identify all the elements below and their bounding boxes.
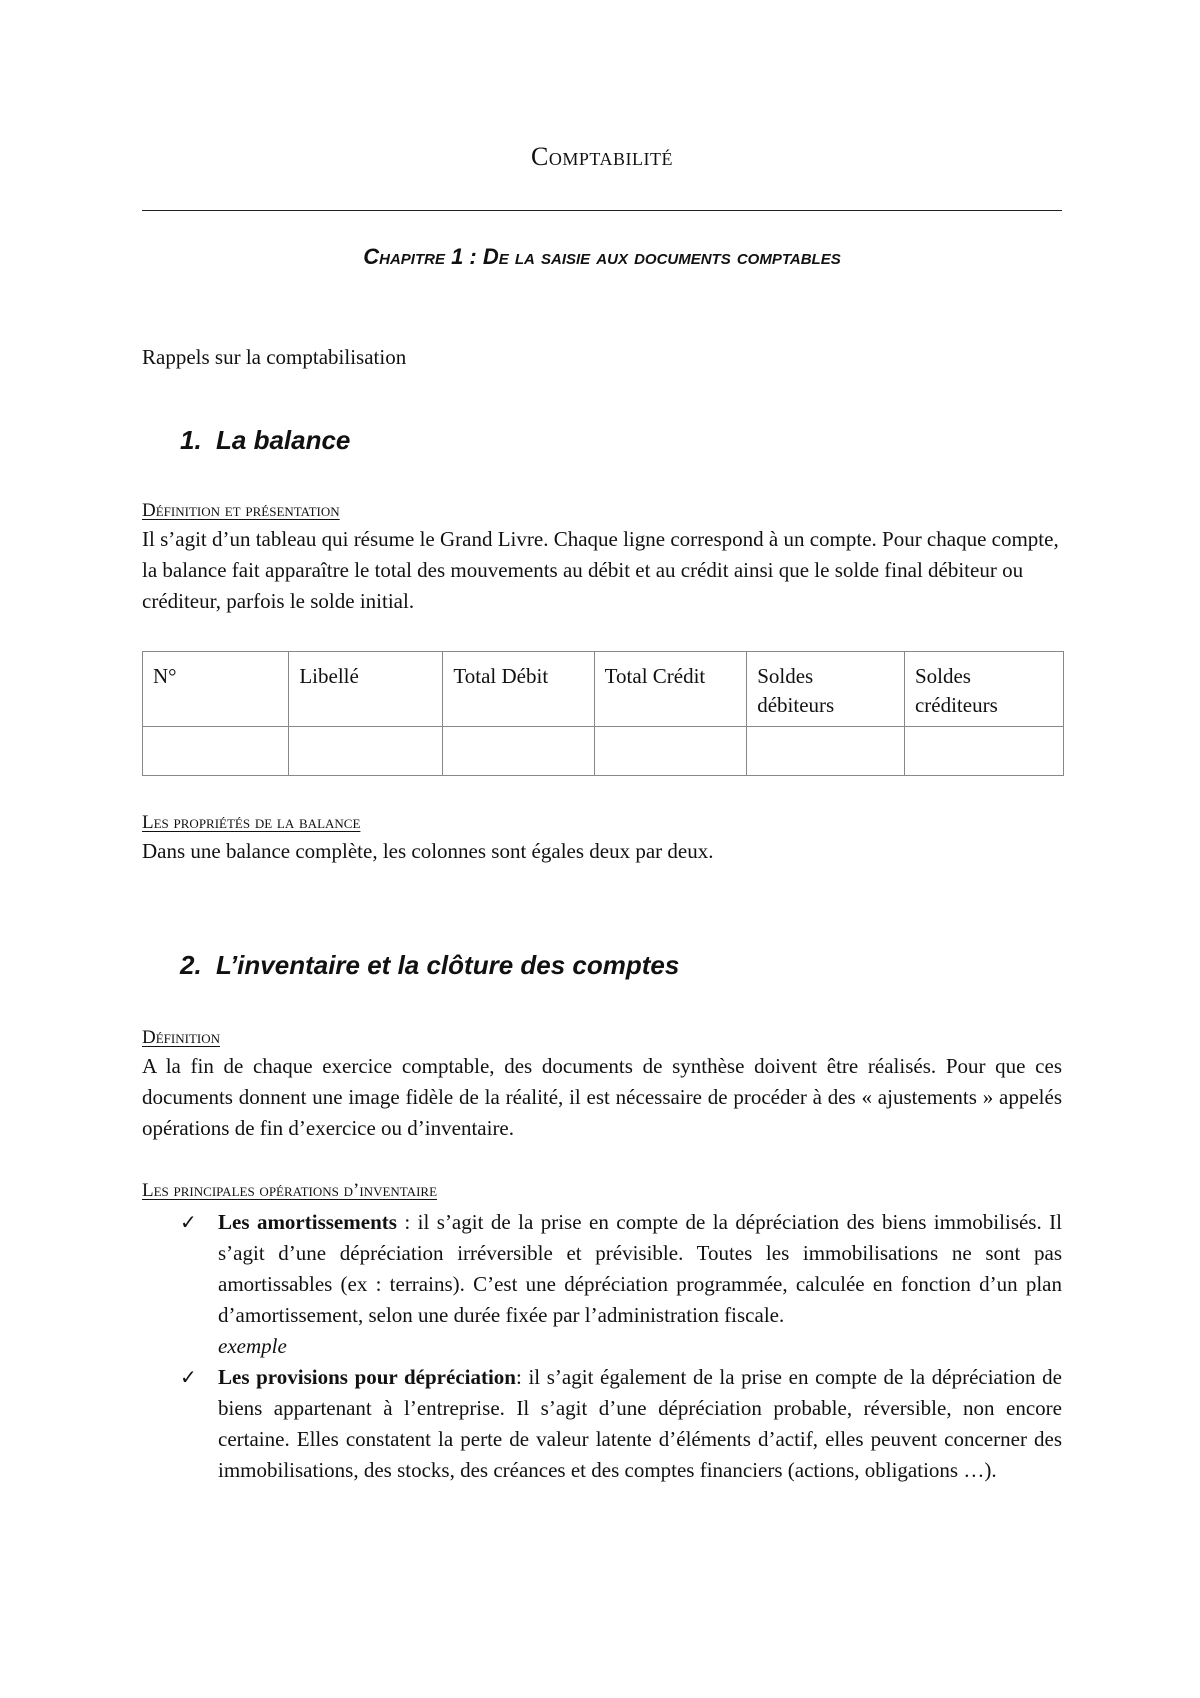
section-2-operations-heading: Les principales opérations d’inventaire	[142, 1180, 438, 1201]
header-total-credit: Total Crédit	[594, 652, 747, 727]
header-soldes-crediteurs: Soldes créditeurs	[904, 652, 1063, 727]
section-1-heading	[180, 425, 350, 456]
header-soldes-debiteurs: Soldes débiteurs	[747, 652, 905, 727]
section-2-heading	[180, 950, 679, 981]
check-icon: ✓	[180, 1210, 197, 1234]
balance-table-header-row	[143, 652, 1064, 727]
table-cell	[443, 727, 594, 776]
section-1-properties-heading: Les propriétés de la balance	[142, 812, 361, 833]
operation-separator: :	[396, 1210, 418, 1234]
table-cell	[594, 727, 747, 776]
chapter-title: Chapitre 1 : De la saisie aux documents comptables	[363, 244, 841, 269]
table-cell	[143, 727, 289, 776]
operation-text: il s’agit de la prise en compte de la dépréciation des biens immobilisés. Il s’agit d’une dépréciation irréversible et prévisible. Toutes les immobilisations ne sont pas amortissables (ex : terrains). C’est une dépréciation programmée, calculée en fonction d’un plan d’amortissement, selon une durée fixée par l’administration fiscale.	[218, 1210, 1062, 1327]
balance-table	[142, 651, 1064, 776]
operation-example: exemple	[218, 1334, 287, 1358]
operation-term: Les amortissements	[218, 1210, 397, 1234]
header-libelle: Libellé	[289, 652, 443, 727]
table-cell	[289, 727, 443, 776]
section-2-title: L’inventaire et la clôture des comptes	[216, 950, 680, 980]
section-1-properties-text: Dans une balance complète, les colonnes sont égales deux par deux.	[142, 839, 714, 863]
table-cell	[747, 727, 905, 776]
document-title: Comptabilité	[531, 142, 673, 171]
section-1-definition-heading: Définition et présentation	[142, 500, 340, 521]
operations-list	[180, 1207, 1062, 1486]
operation-text: il s’agit également de la prise en compte de la dépréciation de biens appartenant à l’entreprise. Il s’agit d’une dépréciation probable, réversible, non encore certaine. Elles constatent la perte de valeur latente d’éléments d’actif, elles peuvent concerner des immobilisations, des stocks, des créances et des comptes financiers (actions, obligations …).	[218, 1365, 1062, 1482]
operation-term: Les provisions pour dépréciation	[218, 1365, 516, 1389]
operation-separator: :	[515, 1365, 529, 1389]
section-2-definition-text: A la fin de chaque exercice comptable, des documents de synthèse doivent être réalisés. Pour que ces documents donnent une image fidèle de la réalité, il est nécessaire de procéder à des « ajustements » appelés opérations de fin d’exercice ou d’inventaire.	[142, 1054, 1062, 1140]
header-numero: N°	[143, 652, 289, 727]
title-divider	[142, 210, 1062, 211]
section-1-title: La balance	[216, 425, 351, 455]
section-1-number: 1.	[180, 425, 202, 455]
list-item	[180, 1362, 1062, 1486]
intro-text: Rappels sur la comptabilisation	[142, 345, 407, 369]
section-1-definition-text: Il s’agit d’un tableau qui résume le Grand Livre. Chaque ligne correspond à un compte. Pour chaque compte, la balance fait apparaître le total des mouvements au débit et au crédit ainsi que le solde final débiteur ou créditeur, parfois le solde initial.	[142, 527, 1059, 613]
table-row	[143, 727, 1064, 776]
check-icon: ✓	[180, 1365, 197, 1389]
section-2-definition-heading: Définition	[142, 1027, 220, 1048]
table-cell	[904, 727, 1063, 776]
list-item	[180, 1207, 1062, 1362]
header-total-debit: Total Débit	[443, 652, 594, 727]
section-2-number: 2.	[180, 950, 202, 980]
